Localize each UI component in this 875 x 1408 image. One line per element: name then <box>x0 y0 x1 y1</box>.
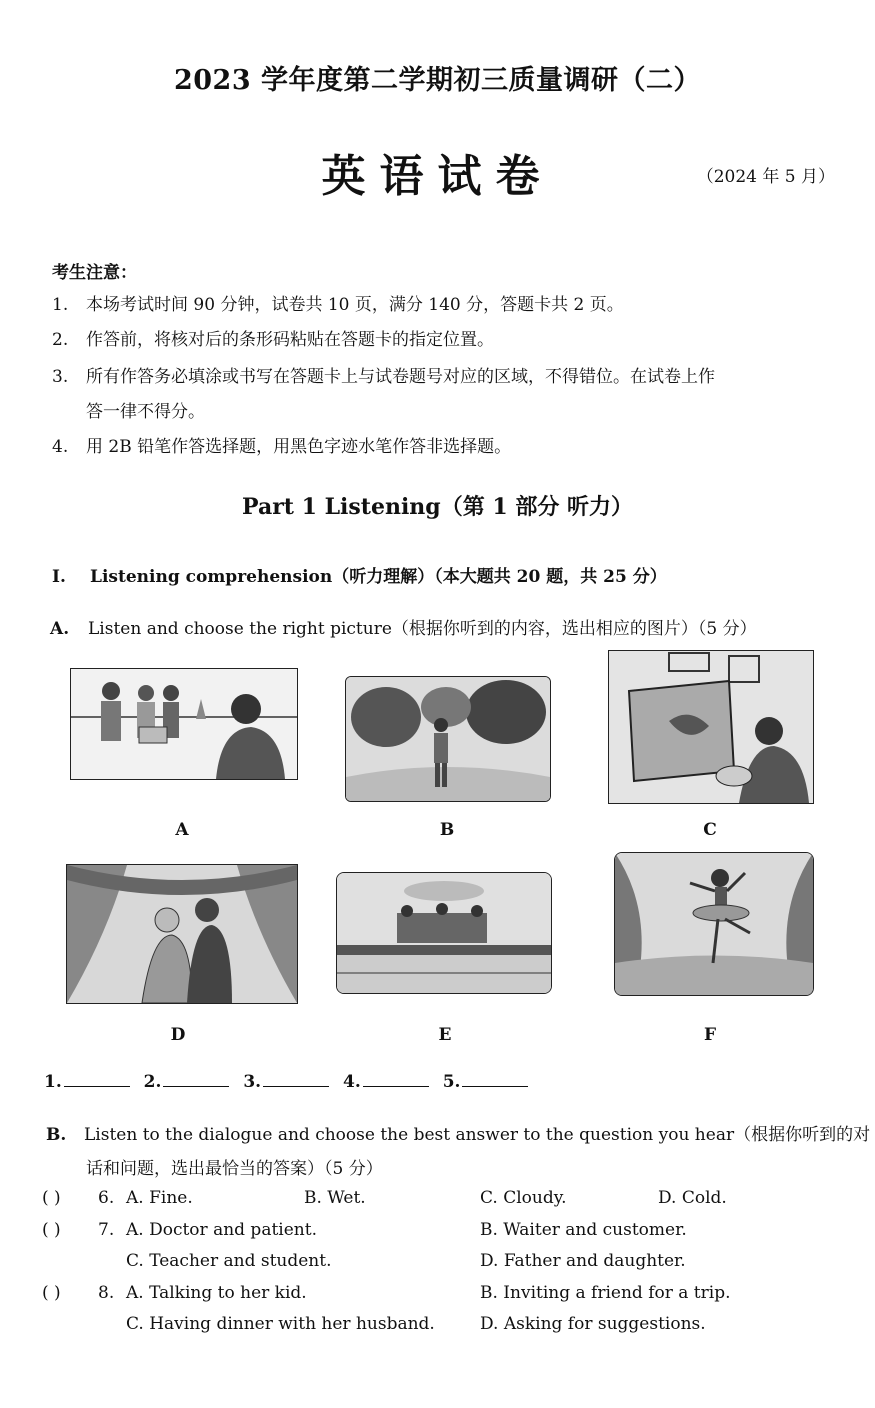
answer-blank[interactable]: 4. <box>343 1072 429 1092</box>
option-a: A. Doctor and patient. <box>126 1220 317 1240</box>
picture-label: E <box>438 1025 452 1045</box>
option-d: D. Asking for suggestions. <box>480 1314 706 1334</box>
subsection-b-heading <box>46 1120 870 1145</box>
explorer-jungle-illustration <box>345 676 551 802</box>
option-a: A. Fine. <box>126 1188 193 1208</box>
notice-item <box>52 432 511 457</box>
notice-text: 用 2B 铅笔作答选择题，用黑色字迹水笔作答非选择题。 <box>86 437 512 457</box>
option-c: C. Teacher and student. <box>126 1251 332 1271</box>
answer-paren[interactable]: ( ) <box>42 1220 61 1240</box>
subsection-number: B. <box>46 1125 67 1145</box>
notice-text: 作答前，将核对后的条形码粘贴在答题卡的指定位置。 <box>86 330 494 350</box>
picture-label: C <box>703 820 717 840</box>
notice-item <box>52 325 494 350</box>
subsection-b-heading-continued: 话和问题，选出最恰当的答案）（5 分） <box>86 1159 383 1179</box>
subsection-title: Listen and choose the right picture（根据你听到的内容，选出相应的图片）（5 分） <box>88 619 757 639</box>
answer-blank[interactable]: 5. <box>443 1072 529 1092</box>
section-heading <box>52 562 667 587</box>
subsection-a-heading <box>50 614 757 639</box>
answer-blanks <box>44 1072 536 1092</box>
option-c: C. Cloudy. <box>480 1188 567 1208</box>
answer-paren[interactable]: ( ) <box>42 1283 61 1303</box>
answer-blank[interactable]: 3. <box>243 1072 329 1092</box>
ballet-dancer-illustration <box>614 852 814 996</box>
band-on-stage-illustration <box>336 872 552 994</box>
painter-easel-illustration <box>608 650 814 804</box>
notice-number: 2. <box>52 330 69 350</box>
option-c: C. Having dinner with her husband. <box>126 1314 435 1334</box>
option-b: B. Inviting a friend for a trip. <box>480 1283 731 1303</box>
answer-blank[interactable]: 2. <box>144 1072 230 1092</box>
couple-dancing-stage-illustration <box>66 864 298 1004</box>
notice-number: 1. <box>52 295 69 315</box>
section-number: I. <box>52 567 66 587</box>
option-b: B. Waiter and customer. <box>480 1220 687 1240</box>
notice-number: 3. <box>52 367 69 387</box>
part-title: Part 1 Listening（第 1 部分 听力） <box>242 494 633 520</box>
subsection-number: A. <box>50 619 70 639</box>
option-b: B. Wet. <box>304 1188 366 1208</box>
option-a: A. Talking to her kid. <box>126 1283 307 1303</box>
option-d: D. Cold. <box>658 1188 727 1208</box>
option-d: D. Father and daughter. <box>480 1251 686 1271</box>
notice-number: 4. <box>52 437 69 457</box>
exam-date: （2024 年 5 月） <box>696 167 835 187</box>
notice-item <box>52 362 715 387</box>
notice-text: 所有作答务必填涂或书写在答题卡上与试卷题号对应的区域，不得错位。在试卷上作 <box>86 367 715 387</box>
subsection-title: Listen to the dialogue and choose the best answer to the question you hear（根据你听到的对 <box>84 1125 871 1145</box>
notice-text-continued: 答一律不得分。 <box>86 402 205 422</box>
question-number: 8. <box>98 1283 115 1303</box>
notice-item <box>52 290 624 315</box>
picture-label: F <box>703 1025 717 1045</box>
notice-text: 本场考试时间 90 分钟，试卷共 10 页，满分 140 分，答题卡共 2 页。 <box>86 295 624 315</box>
people-greeting-illustration <box>70 668 298 780</box>
question-number: 7. <box>98 1220 115 1240</box>
question-number: 6. <box>98 1188 115 1208</box>
picture-label: D <box>170 1025 186 1045</box>
exam-subtitle: 英语试卷 <box>321 151 554 202</box>
exam-title: 2023 学年度第二学期初三质量调研（二） <box>173 65 702 96</box>
section-title: Listening comprehension（听力理解）（本大题共 20 题，共 25 分） <box>90 567 667 587</box>
picture-label: A <box>175 820 189 840</box>
answer-paren[interactable]: ( ) <box>42 1188 61 1208</box>
notice-heading: 考生注意： <box>52 263 137 283</box>
answer-blank[interactable]: 1. <box>44 1072 130 1092</box>
picture-label: B <box>439 820 455 840</box>
